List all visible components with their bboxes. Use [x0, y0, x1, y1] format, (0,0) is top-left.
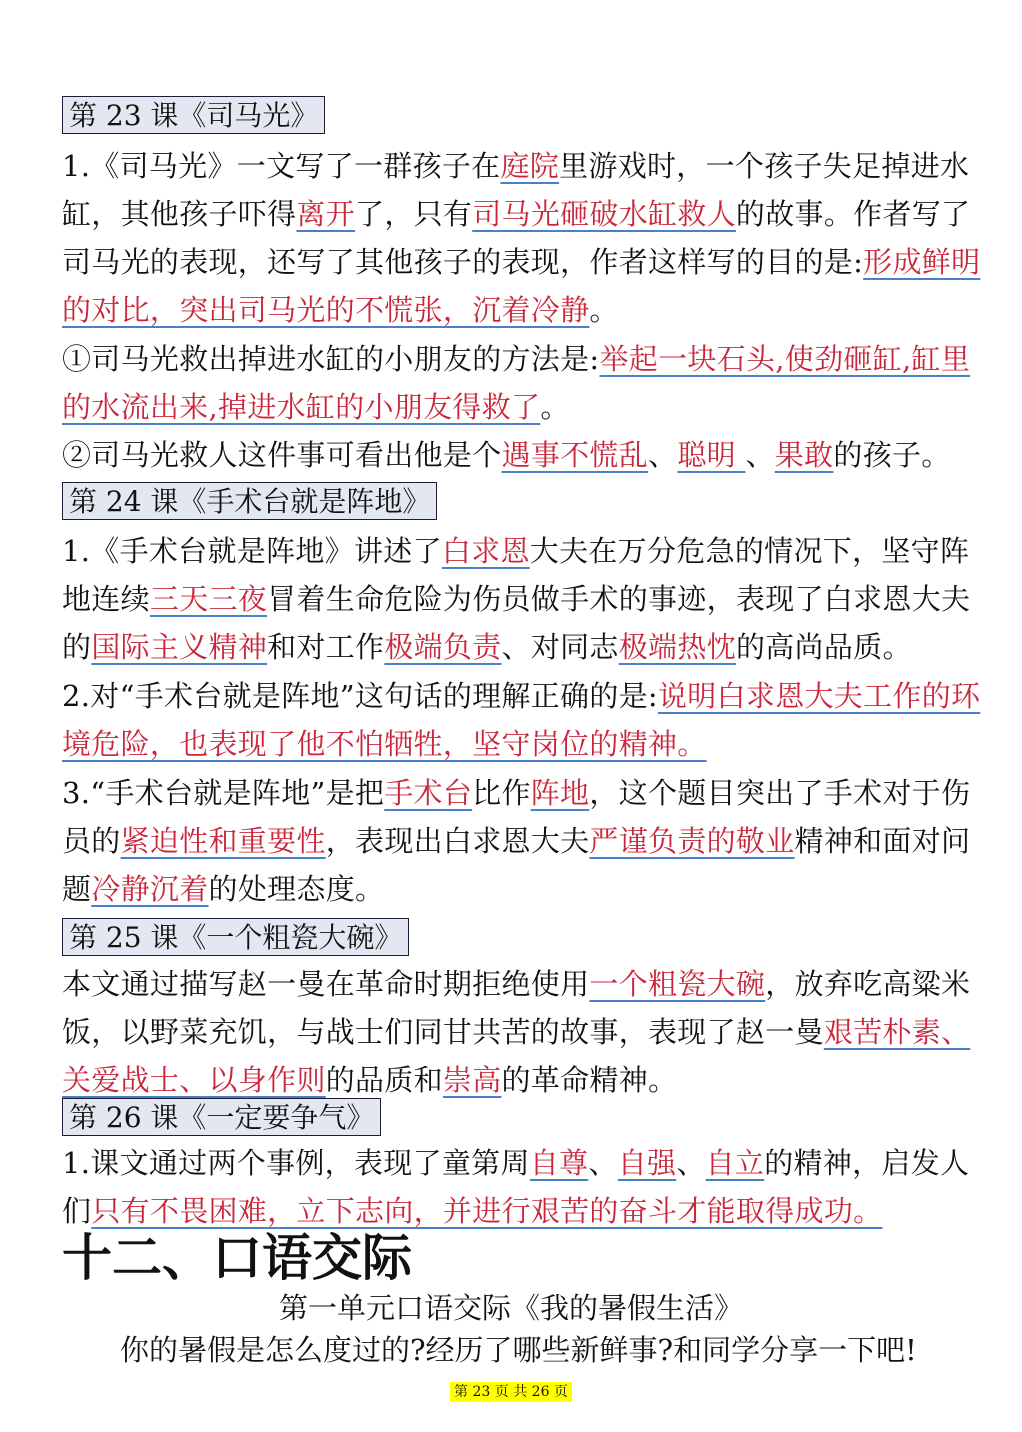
text: 的高尚品质。	[735, 630, 912, 664]
answer: 严谨负责的敬业	[589, 824, 795, 858]
lesson-25-title: 第 25 课《一个粗瓷大碗》	[62, 918, 409, 956]
text: ①司马光救出掉进水缸的小朋友的方法是:	[62, 342, 600, 376]
text: 里游戏时，一个孩子失足掉进水缸，其他孩子吓得	[62, 149, 970, 231]
text: 1.《司马光》一文写了一群孩子在	[62, 149, 501, 183]
answer: 形成鲜明的对比，突出司马光的不慌张，沉着冷静	[62, 245, 981, 327]
answer: 阵地	[530, 776, 590, 810]
text: ，放弃吃高粱米饭，以野菜充饥，与战士们同甘共苦的故事，表现了赵一曼	[62, 967, 971, 1049]
answer: 自强	[617, 1146, 677, 1180]
text: 2.对“手术台就是阵地”这句话的理解正确的是:	[62, 679, 658, 713]
text: 冒着生命危险为伤员做手术的事迹，表现了白求恩大夫的	[62, 582, 971, 664]
answer: 说明白求恩大夫工作的环境危险，也表现了他不怕牺牲，坚守岗位的精神。	[62, 679, 981, 761]
text: 的孩子。	[833, 438, 951, 472]
lesson-23-paragraph-3	[62, 431, 982, 479]
lesson-26-paragraph-1	[62, 1139, 982, 1235]
text: 大夫在万分危急的情况下，坚守阵地连续	[62, 534, 970, 616]
text: 1.《手术台就是阵地》讲述了	[62, 534, 442, 568]
answer: 自立	[705, 1146, 765, 1180]
answer: 自尊	[529, 1146, 589, 1180]
lesson-23-title: 第 23 课《司马光》	[62, 96, 325, 134]
answer: 极端热忱	[618, 630, 736, 664]
text: 本文通过描写赵一曼在革命时期拒绝使用	[62, 967, 590, 1001]
oral-communication-prompt: 你的暑假是怎么度过的?经历了哪些新鲜事?和同学分享一下吧!	[120, 1333, 917, 1367]
text: 了，只有	[355, 197, 473, 231]
lesson-23-paragraph-2	[62, 335, 982, 431]
lesson-23-paragraph-1	[62, 142, 982, 334]
answer: 白求恩	[441, 534, 530, 568]
answer: 遇事不慌乱	[501, 438, 649, 472]
answer: 三天三夜	[149, 582, 268, 616]
text: 、	[676, 1146, 706, 1180]
text: ②司马光救人这件事可看出他是个	[62, 438, 502, 472]
text: 、	[648, 438, 678, 472]
lesson-26-title: 第 26 课《一定要争气》	[62, 1098, 381, 1136]
page-number: 第 23 页 共 26 页	[450, 1382, 572, 1402]
answer: 司马光砸破水缸救人	[472, 197, 736, 231]
answer: 紧迫性和重要性	[120, 824, 326, 858]
text: 3.“手术台就是阵地”是把	[62, 776, 385, 810]
answer: 国际主义精神	[91, 630, 268, 664]
page-footer	[0, 1382, 1022, 1402]
text: 的品质和	[325, 1063, 443, 1097]
answer: 崇高	[442, 1063, 502, 1097]
answer: 一个粗瓷大碗	[589, 967, 766, 1001]
text: 、对同志	[501, 630, 619, 664]
answer: 极端负责	[384, 630, 502, 664]
answer: 举起一块石头,使劲砸缸,缸里的水流出来,掉进水缸的小朋友得救了	[62, 342, 971, 424]
text: 。	[540, 390, 570, 424]
text: 的革命精神。	[501, 1063, 678, 1097]
text: 1.课文通过两个事例，表现了童第周	[62, 1146, 530, 1180]
lesson-24-paragraph-3	[62, 769, 982, 913]
lesson-24-paragraph-1	[62, 527, 982, 671]
answer: 离开	[296, 197, 356, 231]
text: ，这个题目突出了手术对于伤员的	[62, 776, 971, 858]
lesson-24-paragraph-2	[62, 672, 982, 768]
lesson-25-paragraph-1	[62, 960, 982, 1104]
section-heading: 十二、口语交际	[62, 1228, 412, 1287]
text: 比作	[472, 776, 531, 810]
answer: 冷静沉着	[91, 872, 209, 906]
lesson-24-title: 第 24 课《手术台就是阵地》	[62, 482, 437, 520]
answer: 庭院	[500, 149, 560, 183]
text: 和对工作	[267, 630, 385, 664]
answer: 果敢	[774, 438, 834, 472]
text: 的处理态度。	[208, 872, 385, 906]
answer: 只有不畏困难，立下志向，并进行艰苦的奋斗才能取得成功。	[91, 1194, 883, 1228]
text: ，表现出白求恩大夫	[325, 824, 590, 858]
text: 精神和面对问题	[62, 824, 971, 906]
text: 。	[589, 293, 619, 327]
oral-communication-title: 第一单元口语交际《我的暑假生活》	[278, 1291, 743, 1325]
answer: 聪明	[677, 438, 746, 472]
text: 、	[588, 1146, 618, 1180]
text: 的故事。作者写了司马光的表现，还写了其他孩子的表现，作者这样写的目的是:	[62, 197, 971, 279]
text: 、	[745, 438, 775, 472]
answer: 艰苦朴素、关爱战士、以身作则	[62, 1015, 971, 1097]
text: 的精神，启发人们	[62, 1146, 970, 1228]
answer: 手术台	[384, 776, 473, 810]
